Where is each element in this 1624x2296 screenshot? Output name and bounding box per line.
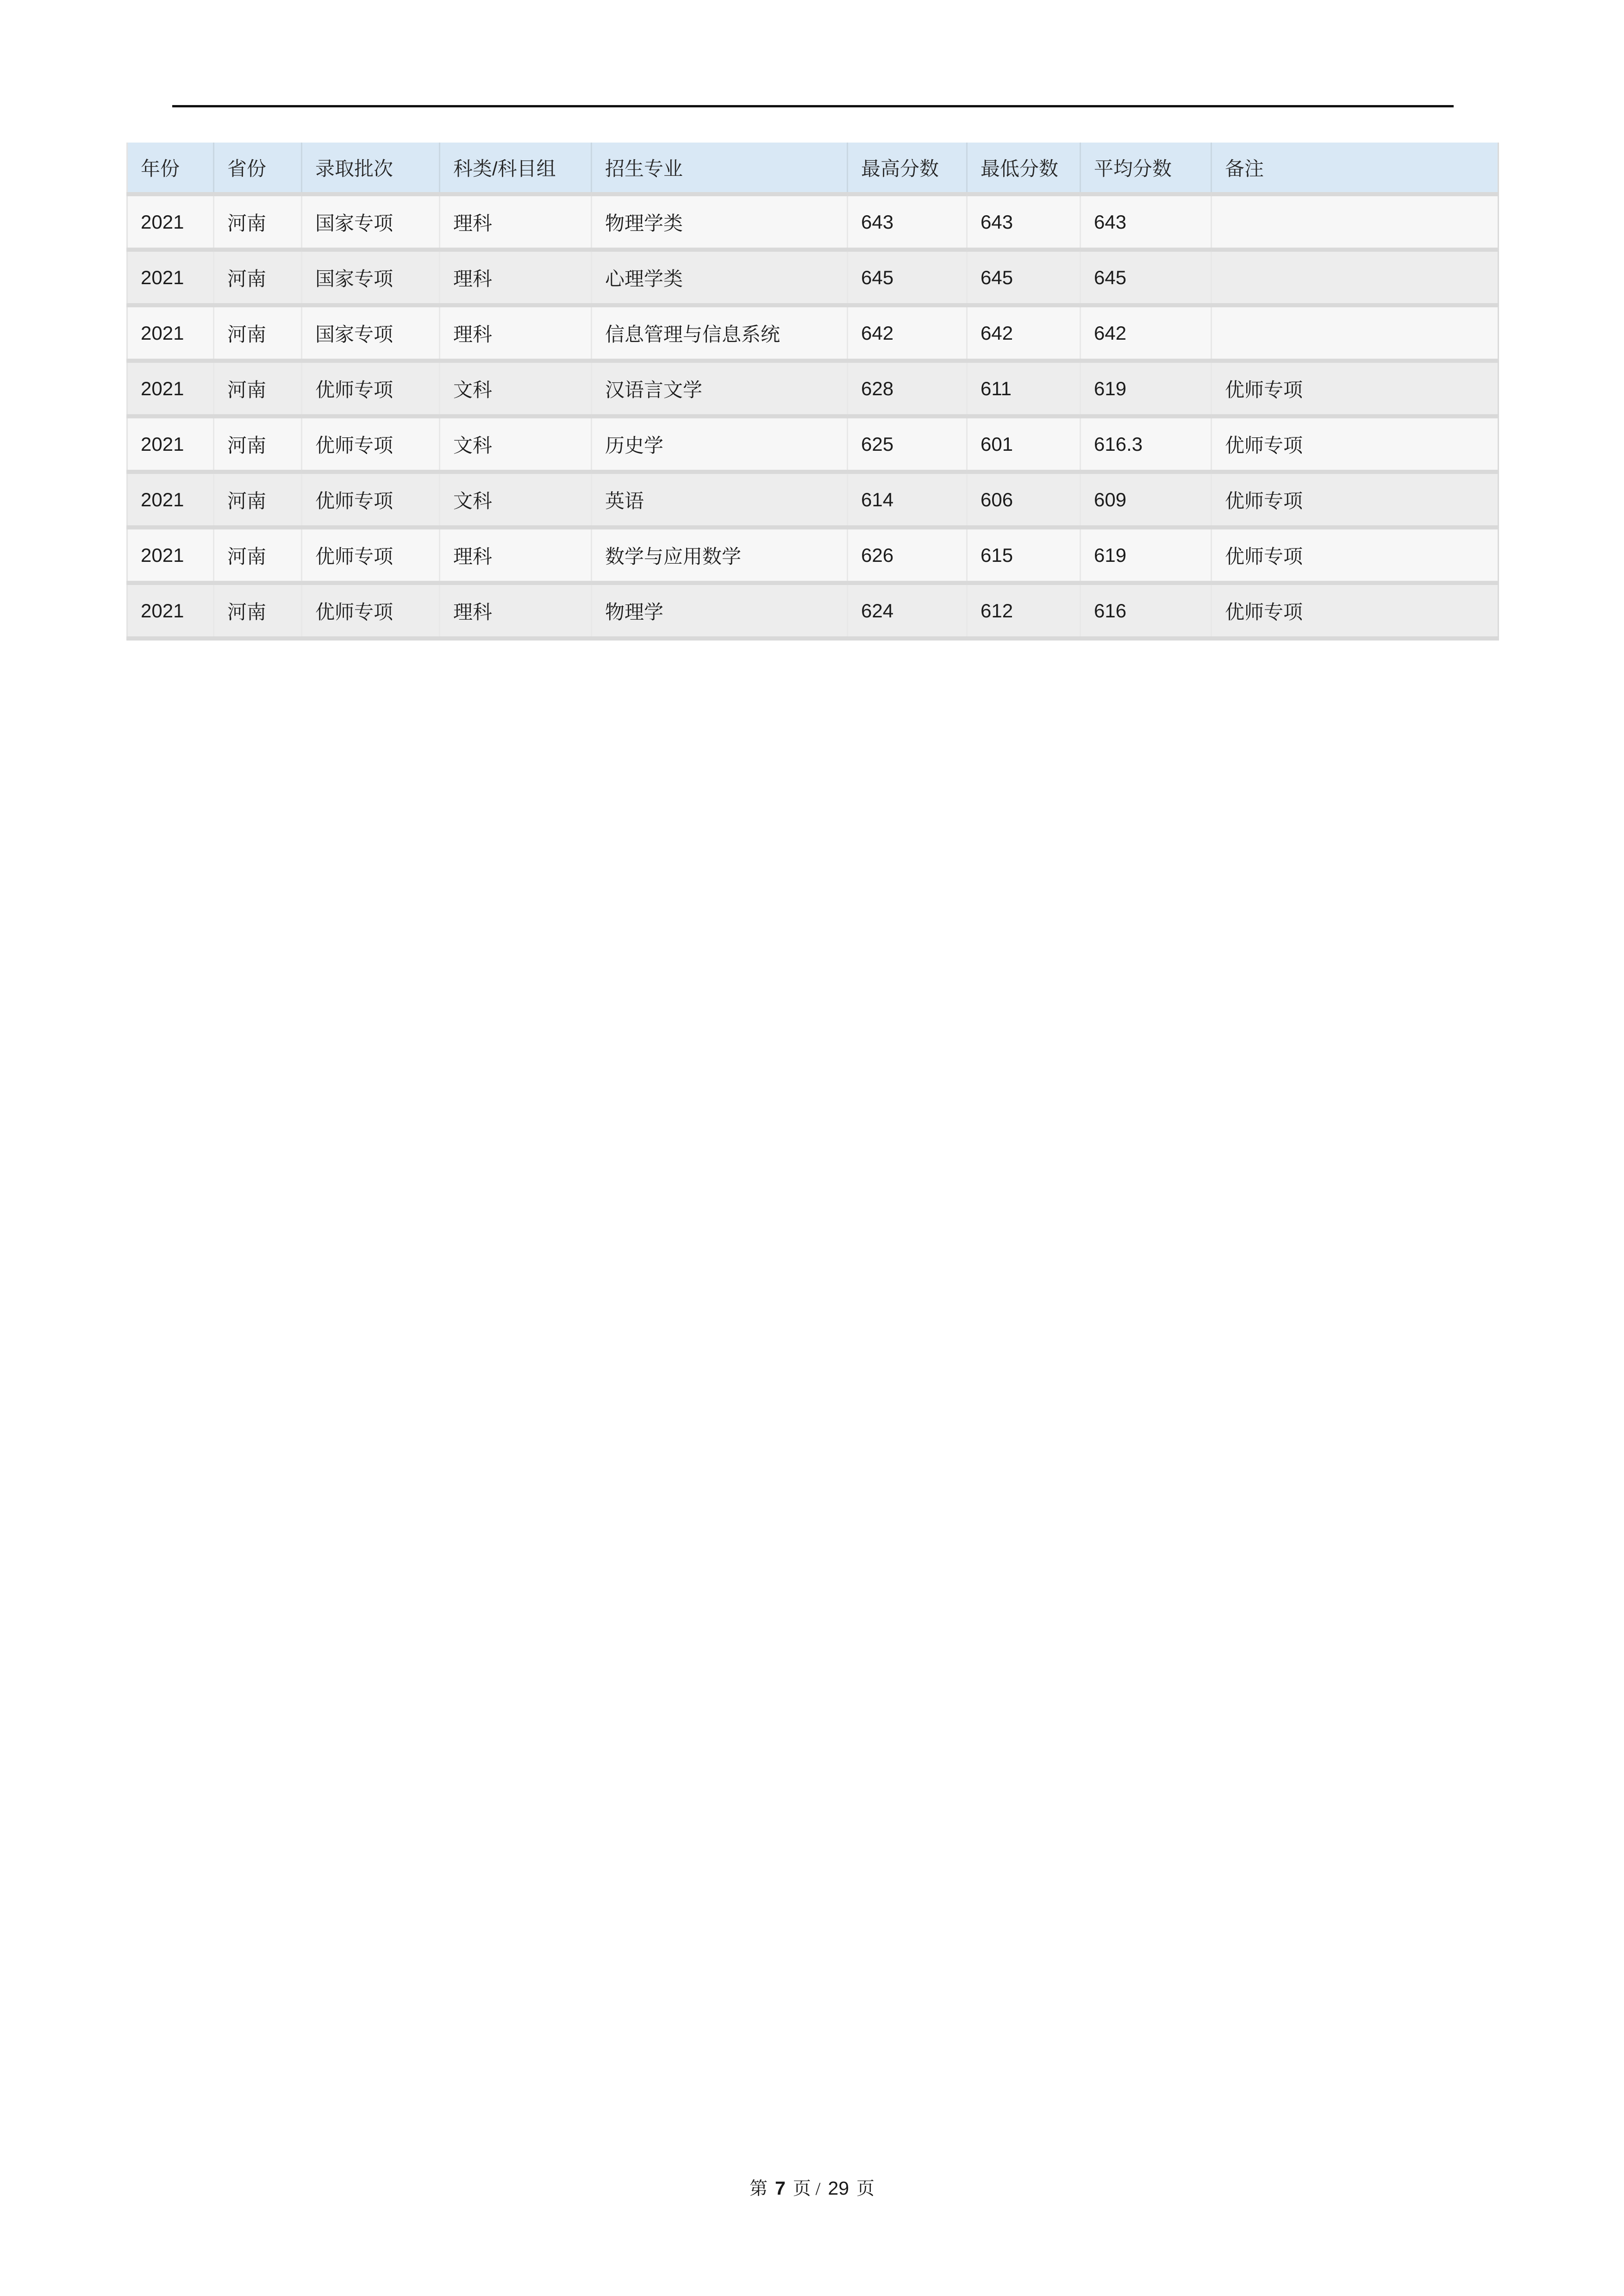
- table-cell: 优师专项: [302, 528, 440, 583]
- table-cell: 616.3: [1081, 417, 1212, 472]
- table-cell: 心理学类: [592, 250, 848, 305]
- table-header-cell-avg-score: 平均分数: [1081, 143, 1212, 194]
- table-cell: 河南: [214, 250, 302, 305]
- table-cell: 612: [967, 583, 1081, 639]
- table-cell: 河南: [214, 361, 302, 417]
- header-rule: [172, 105, 1454, 107]
- table-row: [127, 194, 1499, 250]
- table-cell: 信息管理与信息系统: [592, 305, 848, 361]
- table-cell: 642: [848, 305, 967, 361]
- table-cell: 642: [967, 305, 1081, 361]
- table-header-cell-year: 年份: [127, 143, 214, 194]
- table-header-row: [127, 143, 1499, 194]
- table-cell: [1212, 194, 1499, 250]
- table-cell: 619: [1081, 528, 1212, 583]
- table-cell: 国家专项: [302, 305, 440, 361]
- table-cell: 理科: [440, 305, 592, 361]
- table-header-cell-province: 省份: [214, 143, 302, 194]
- table-cell: 优师专项: [302, 583, 440, 639]
- table-cell: 2021: [127, 583, 214, 639]
- table-cell: 理科: [440, 250, 592, 305]
- table-cell: 601: [967, 417, 1081, 472]
- footer-page-number: 7: [775, 2178, 786, 2199]
- table-cell: 2021: [127, 472, 214, 528]
- table-cell: 河南: [214, 417, 302, 472]
- table-cell: 优师专项: [1225, 434, 1303, 456]
- table-header: [127, 143, 1499, 194]
- table-cell: 物理学: [592, 583, 848, 639]
- table-cell: 河南: [214, 194, 302, 250]
- table-cell: 优师专项: [1225, 490, 1303, 512]
- table-cell: 河南: [214, 472, 302, 528]
- table-cell: [1212, 305, 1499, 361]
- table-cell: 643: [848, 194, 967, 250]
- table-cell: 624: [848, 583, 967, 639]
- table-cell: 国家专项: [302, 250, 440, 305]
- table-cell: 611: [967, 361, 1081, 417]
- table-cell: 2021: [127, 194, 214, 250]
- table-cell: 606: [967, 472, 1081, 528]
- table-cell: 642: [1081, 305, 1212, 361]
- table-cell: 优师专项: [302, 417, 440, 472]
- table-cell: 645: [1081, 250, 1212, 305]
- table-cell: 628: [848, 361, 967, 417]
- table-cell: 优师专项: [1225, 601, 1303, 623]
- table-cell: 645: [848, 250, 967, 305]
- table-cell: 优师专项: [302, 361, 440, 417]
- table-cell: 615: [967, 528, 1081, 583]
- table-cell: 河南: [214, 583, 302, 639]
- table-cell: 625: [848, 417, 967, 472]
- table-cell: 2021: [127, 250, 214, 305]
- table-row: [127, 305, 1499, 361]
- table-cell: 2021: [127, 305, 214, 361]
- table-cell: 优师专项: [302, 472, 440, 528]
- table-cell: 626: [848, 528, 967, 583]
- table-header-cell-batch: 录取批次: [302, 143, 440, 194]
- table-header-cell-major: 招生专业: [592, 143, 848, 194]
- table-cell: 2021: [127, 361, 214, 417]
- table-cell: 文科: [440, 472, 592, 528]
- table-cell: 619: [1081, 361, 1212, 417]
- table-cell: 2021: [127, 417, 214, 472]
- footer-total-pages: 29: [828, 2178, 849, 2199]
- table-row: [127, 472, 1499, 528]
- table-cell: 文科: [440, 361, 592, 417]
- table-cell: [1212, 250, 1499, 305]
- table-cell: 643: [1081, 194, 1212, 250]
- page-footer: [0, 2174, 1624, 2200]
- table-header-cell-min-score: 最低分数: [967, 143, 1081, 194]
- footer-separator: 页 /: [793, 2179, 821, 2199]
- table-row: [127, 583, 1499, 639]
- table-cell: 645: [967, 250, 1081, 305]
- footer-suffix: 页: [856, 2179, 875, 2199]
- table-header-cell-remark: 备注: [1212, 143, 1499, 194]
- table-cell: 英语: [592, 472, 848, 528]
- table-row: [127, 250, 1499, 305]
- table-cell: 643: [967, 194, 1081, 250]
- table-cell: 2021: [127, 528, 214, 583]
- table-cell: 数学与应用数学: [592, 528, 848, 583]
- table-row: [127, 528, 1499, 583]
- table-cell: 文科: [440, 417, 592, 472]
- table-cell: 优师专项: [1225, 545, 1303, 567]
- table-cell: 河南: [214, 305, 302, 361]
- admission-scores-table: [126, 143, 1499, 641]
- table-cell: 609: [1081, 472, 1212, 528]
- table-header-cell-max-score: 最高分数: [848, 143, 967, 194]
- table-cell: 614: [848, 472, 967, 528]
- table-body: [127, 194, 1499, 639]
- table-header-cell-subject-group: 科类/科目组: [440, 143, 592, 194]
- table-cell: 理科: [440, 583, 592, 639]
- table-cell: 河南: [214, 528, 302, 583]
- table-row: [127, 417, 1499, 472]
- table-cell: 理科: [440, 194, 592, 250]
- table-cell: 历史学: [592, 417, 848, 472]
- table-row: [127, 361, 1499, 417]
- table-cell: 理科: [440, 528, 592, 583]
- table-cell: 国家专项: [302, 194, 440, 250]
- table-cell: 物理学类: [592, 194, 848, 250]
- table-cell: 优师专项: [1225, 379, 1303, 401]
- table-cell: 616: [1081, 583, 1212, 639]
- footer-prefix: 第: [749, 2179, 768, 2199]
- table-cell: 汉语言文学: [592, 361, 848, 417]
